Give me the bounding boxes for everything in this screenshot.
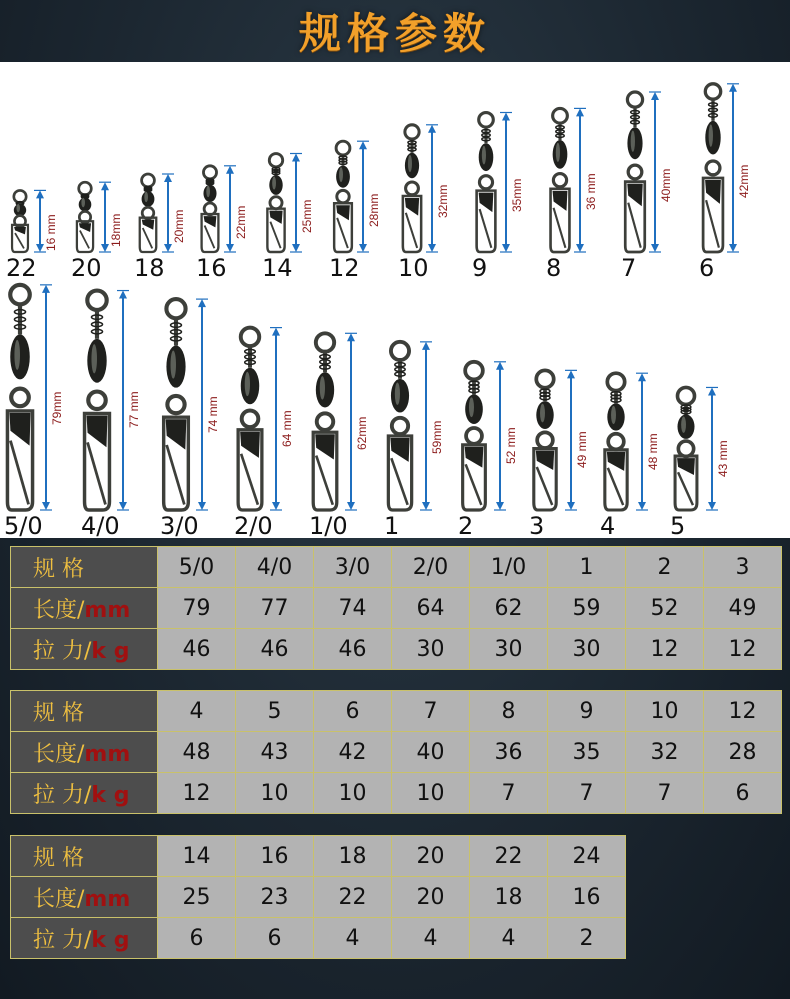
snap-wire <box>205 225 215 248</box>
table-row-force <box>11 773 782 814</box>
snap-wire <box>628 203 641 248</box>
swivel-highlight <box>171 351 176 379</box>
table-cell-length: 77 <box>236 588 314 629</box>
measurement-label: 36 mm <box>584 173 598 211</box>
row-label-force: 拉 力/k g <box>11 629 158 670</box>
row-label-spec: 规 格 <box>11 836 158 877</box>
table-cell-force: 46 <box>158 629 236 670</box>
table-cell-length: 59 <box>548 588 626 629</box>
snap-wire <box>15 233 24 248</box>
arrow-up-icon <box>729 84 737 92</box>
snap-clip <box>705 180 721 204</box>
table-cell-length: 32 <box>626 732 704 773</box>
swivel-highlight <box>339 167 343 182</box>
swivel-highlight <box>16 204 20 212</box>
table-cell-spec: 16 <box>236 836 314 877</box>
swivel-highlight <box>681 416 686 432</box>
swivel-eye <box>241 328 259 346</box>
swivel-eye <box>627 92 642 107</box>
arrow-up-icon <box>422 342 430 350</box>
swivel-eye <box>677 387 694 404</box>
swivel-ring <box>479 176 492 189</box>
arrow-up-icon <box>119 291 127 299</box>
swivel-eye <box>269 154 282 167</box>
swivel-eye <box>705 84 720 99</box>
swivel-eye <box>536 370 553 387</box>
swivel-highlight <box>206 186 210 197</box>
size-diagram-panel <box>0 62 790 538</box>
size-label: 10 <box>398 254 429 282</box>
size-label: 3/0 <box>160 512 199 540</box>
snap-wire <box>88 442 106 504</box>
table-cell-force: 30 <box>470 629 548 670</box>
table-cell-force: 30 <box>392 629 470 670</box>
arrow-down-icon <box>42 502 50 510</box>
arrow-up-icon <box>496 362 504 370</box>
table-row-force <box>11 918 626 959</box>
snap-wire <box>80 231 89 249</box>
table-cell-spec: 4/0 <box>236 547 314 588</box>
swivel-ring <box>466 428 482 444</box>
arrow-down-icon <box>729 244 737 252</box>
swivel-barrel <box>87 339 106 383</box>
table-row-length <box>11 732 782 773</box>
swivel-barrel <box>316 372 334 407</box>
arrow-down-icon <box>422 502 430 510</box>
table-cell-spec: 7 <box>392 691 470 732</box>
table-cell-spec: 5/0 <box>158 547 236 588</box>
snap-clip <box>87 415 108 447</box>
size-label: 20 <box>71 254 102 282</box>
measurement-label: 64 mm <box>280 410 294 447</box>
measurement-label: 49 mm <box>575 431 589 469</box>
measurement-label: 22mm <box>234 205 248 239</box>
swivel-eye <box>336 141 350 155</box>
snap-wire <box>554 208 566 248</box>
arrow-up-icon <box>359 141 367 149</box>
swivel-barrel <box>536 401 553 429</box>
arrow-down-icon <box>198 502 206 510</box>
swivel-barrel <box>705 121 720 155</box>
swivel-highlight <box>395 382 400 404</box>
arrow-up-icon <box>292 154 300 162</box>
measurement-label: 28mm <box>367 193 381 227</box>
table-cell-spec: 6 <box>314 691 392 732</box>
size-label: 12 <box>329 254 360 282</box>
swivel-highlight <box>408 155 412 172</box>
table-cell-spec: 3 <box>704 547 782 588</box>
swivel-barrel <box>10 334 30 379</box>
arrow-down-icon <box>272 502 280 510</box>
snap-clip <box>536 451 554 471</box>
table-cell-force: 12 <box>704 629 782 670</box>
table-cell-force: 4 <box>314 918 392 959</box>
size-label: 14 <box>262 254 293 282</box>
swivel-barrel <box>479 143 494 171</box>
swivel-ring <box>706 161 720 175</box>
snap-wire <box>167 445 185 504</box>
table-cell-length: 28 <box>704 732 782 773</box>
snap-wire <box>241 454 258 505</box>
swivel-highlight <box>556 143 560 162</box>
swivel-barrel <box>142 191 155 207</box>
swivel-eye <box>391 342 409 360</box>
table-cell-force: 10 <box>392 773 470 814</box>
snap-clip <box>240 432 260 458</box>
measurement-label: 52 mm <box>504 427 518 464</box>
swivel-eye <box>405 125 419 139</box>
table-cell-force: 12 <box>626 629 704 670</box>
arrow-down-icon <box>359 244 367 252</box>
snap-wire <box>337 218 348 248</box>
swivel-ring <box>337 190 349 202</box>
table-cell-spec: 9 <box>548 691 626 732</box>
swivel-highlight <box>611 406 616 424</box>
snap-wire <box>270 222 280 249</box>
swivel-ring <box>242 410 259 427</box>
size-label: 1/0 <box>309 512 348 540</box>
table-cell-force: 4 <box>392 918 470 959</box>
table-cell-length: 49 <box>704 588 782 629</box>
table-cell-length: 48 <box>158 732 236 773</box>
snap-wire <box>143 228 153 248</box>
snap-clip <box>315 434 335 459</box>
size-label: 3 <box>529 512 545 540</box>
swivel-ring <box>678 441 693 456</box>
table-cell-spec: 4 <box>158 691 236 732</box>
swivel-highlight <box>631 131 635 152</box>
snap-wire <box>706 200 719 247</box>
arrow-down-icon <box>567 502 575 510</box>
table-cell-spec: 22 <box>470 836 548 877</box>
measurement-label: 18mm <box>109 213 123 248</box>
table-cell-length: 23 <box>236 877 314 918</box>
table-cell-length: 16 <box>548 877 626 918</box>
arrow-down-icon <box>347 502 355 510</box>
table-cell-spec: 14 <box>158 836 236 877</box>
arrow-down-icon <box>638 502 646 510</box>
snap-wire <box>466 464 482 505</box>
swivel-ring <box>628 165 642 179</box>
swivel-ring <box>392 418 408 434</box>
table-cell-force: 7 <box>626 773 704 814</box>
arrow-up-icon <box>428 125 436 133</box>
table-cell-force: 10 <box>314 773 392 814</box>
arrow-down-icon <box>36 244 44 252</box>
size-label: 1 <box>384 512 400 540</box>
swivel-barrel <box>241 368 259 404</box>
snap-wire <box>316 456 333 505</box>
swivel-highlight <box>245 372 250 396</box>
measurement-label: 43 mm <box>716 440 730 477</box>
size-label: 4/0 <box>81 512 120 540</box>
measurement-label: 20mm <box>172 209 186 243</box>
size-label: 6 <box>699 254 715 282</box>
snap-clip <box>607 452 625 471</box>
measurement-label: 16 mm <box>44 214 58 252</box>
table-cell-spec: 12 <box>704 691 782 732</box>
table-cell-spec: 5 <box>236 691 314 732</box>
table-row-spec <box>11 836 626 877</box>
table-cell-length: 64 <box>392 588 470 629</box>
table-cell-spec: 3/0 <box>314 547 392 588</box>
table-cell-length: 52 <box>626 588 704 629</box>
swivel-barrel <box>336 166 350 188</box>
table-cell-force: 6 <box>704 773 782 814</box>
snap-wire <box>608 468 623 505</box>
snap-wire <box>678 472 693 505</box>
arrow-down-icon <box>496 502 504 510</box>
size-label: 9 <box>472 254 488 282</box>
size-label: 7 <box>621 254 637 282</box>
arrow-up-icon <box>226 166 234 174</box>
table-cell-spec: 20 <box>392 836 470 877</box>
snap-wire <box>406 213 417 248</box>
table-cell-force: 46 <box>314 629 392 670</box>
table-cell-spec: 24 <box>548 836 626 877</box>
size-label: 5/0 <box>4 512 43 540</box>
table-row-spec <box>11 691 782 732</box>
swivel-eye <box>465 362 483 380</box>
swivel-barrel <box>405 153 419 178</box>
swivel-eye <box>479 113 494 128</box>
swivel-highlight <box>320 376 325 400</box>
swivel-ring <box>406 182 419 195</box>
table-cell-force: 4 <box>470 918 548 959</box>
swivel-highlight <box>272 176 276 189</box>
snap-clip <box>9 413 30 446</box>
swivel-barrel <box>627 127 642 159</box>
table-row-length <box>11 588 782 629</box>
swivel-barrel <box>269 175 282 195</box>
swivel-highlight <box>81 198 85 207</box>
measurement-label: 77 mm <box>127 391 141 429</box>
table-cell-length: 20 <box>392 877 470 918</box>
snap-wire <box>10 441 28 505</box>
measurement-label: 79mm <box>50 392 64 426</box>
spec-table-3 <box>10 835 626 959</box>
snap-clip <box>390 438 409 462</box>
row-label-length: 长度/mm <box>11 877 158 918</box>
swivel-highlight <box>540 404 545 423</box>
arrow-up-icon <box>272 328 280 336</box>
swivel-ring <box>167 396 184 413</box>
swivel-ring <box>270 197 282 209</box>
arrow-down-icon <box>164 244 172 252</box>
size-label: 18 <box>134 254 165 282</box>
swivel-barrel <box>607 403 624 430</box>
arrow-down-icon <box>226 244 234 252</box>
swivel-barrel <box>79 198 92 212</box>
swivel-ring <box>553 174 566 187</box>
swivel-eye <box>87 291 106 310</box>
arrow-down-icon <box>651 244 659 252</box>
arrow-up-icon <box>164 174 172 182</box>
table-cell-spec: 18 <box>314 836 392 877</box>
row-label-spec: 规 格 <box>11 547 158 588</box>
table-cell-force: 10 <box>236 773 314 814</box>
arrow-up-icon <box>651 92 659 100</box>
measurement-label: 42mm <box>737 164 751 198</box>
swivel-highlight <box>91 344 97 373</box>
swivel-highlight <box>144 192 148 202</box>
table-cell-force: 7 <box>548 773 626 814</box>
swivel-barrel <box>677 414 694 439</box>
swivel-eye <box>553 108 568 123</box>
table-cell-force: 6 <box>158 918 236 959</box>
arrow-up-icon <box>502 113 510 121</box>
table-cell-length: 18 <box>470 877 548 918</box>
size-label: 5 <box>670 512 686 540</box>
spec-table-1 <box>10 546 782 670</box>
page-title: 规格参数 <box>298 9 491 58</box>
row-label-length: 长度/mm <box>11 732 158 773</box>
arrow-up-icon <box>708 387 716 395</box>
measurement-label: 40mm <box>659 168 673 202</box>
swivel-barrel <box>203 185 216 202</box>
swivel-ring <box>88 392 105 409</box>
snap-clip <box>553 191 568 211</box>
swivel-highlight <box>709 124 713 146</box>
table-cell-length: 22 <box>314 877 392 918</box>
swivel-barrel <box>166 345 185 387</box>
arrow-up-icon <box>638 373 646 381</box>
row-label-force: 拉 力/k g <box>11 918 158 959</box>
measurement-label: 74 mm <box>206 395 220 433</box>
swivel-barrel <box>553 140 568 169</box>
swivel-ring <box>608 434 624 450</box>
arrow-down-icon <box>101 244 109 252</box>
measurement-label: 59mm <box>430 420 444 454</box>
snap-clip <box>465 447 484 468</box>
table-cell-force: 12 <box>158 773 236 814</box>
snap-clip <box>677 458 695 475</box>
table-cell-length: 62 <box>470 588 548 629</box>
arrow-down-icon <box>576 244 584 252</box>
arrow-up-icon <box>198 299 206 307</box>
swivel-ring <box>317 413 334 430</box>
table-cell-length: 79 <box>158 588 236 629</box>
size-label: 8 <box>546 254 562 282</box>
swivel-ring <box>537 432 553 448</box>
table-cell-spec: 2/0 <box>392 547 470 588</box>
snap-clip <box>405 198 419 216</box>
table-cell-force: 7 <box>470 773 548 814</box>
table-cell-spec: 10 <box>626 691 704 732</box>
table-cell-spec: 1 <box>548 547 626 588</box>
snap-wire <box>480 209 492 248</box>
table-cell-spec: 1/0 <box>470 547 548 588</box>
table-cell-spec: 8 <box>470 691 548 732</box>
measurement-label: 35mm <box>510 178 524 213</box>
snap-wire <box>537 467 552 505</box>
swivel-eye <box>203 166 216 179</box>
swivel-eye <box>166 299 185 318</box>
table-row-force <box>11 629 782 670</box>
swivel-barrel <box>465 394 483 424</box>
size-label: 2 <box>458 512 474 540</box>
arrow-up-icon <box>101 182 109 190</box>
arrow-up-icon <box>36 190 44 198</box>
measurement-label: 25mm <box>300 199 314 233</box>
swivel-highlight <box>482 146 486 165</box>
measurement-label: 62mm <box>355 416 369 450</box>
table-cell-length: 36 <box>470 732 548 773</box>
snap-clip <box>479 193 494 212</box>
snap-wire <box>391 458 407 505</box>
arrow-up-icon <box>42 285 50 293</box>
arrow-down-icon <box>428 244 436 252</box>
table-cell-length: 43 <box>236 732 314 773</box>
table-cell-length: 40 <box>392 732 470 773</box>
table-cell-force: 46 <box>236 629 314 670</box>
table-cell-length: 35 <box>548 732 626 773</box>
swivel-eye <box>10 285 30 305</box>
table-cell-spec: 2 <box>626 547 704 588</box>
swivel-eye <box>607 373 624 390</box>
arrow-down-icon <box>119 502 127 510</box>
arrow-down-icon <box>292 244 300 252</box>
table-cell-force: 30 <box>548 629 626 670</box>
arrow-up-icon <box>567 370 575 378</box>
swivel-eye <box>316 333 334 351</box>
arrow-up-icon <box>347 333 355 341</box>
arrow-down-icon <box>708 502 716 510</box>
size-label: 16 <box>196 254 227 282</box>
table-cell-length: 42 <box>314 732 392 773</box>
swivel-barrel <box>391 379 409 413</box>
snap-clip <box>627 184 643 207</box>
size-label: 22 <box>6 254 37 282</box>
table-row-length <box>11 877 626 918</box>
arrow-up-icon <box>576 108 584 116</box>
row-label-length: 长度/mm <box>11 588 158 629</box>
measurement-label: 32mm <box>436 185 450 219</box>
arrow-down-icon <box>502 244 510 252</box>
swivel-ring <box>11 389 29 407</box>
table-cell-length: 74 <box>314 588 392 629</box>
row-label-force: 拉 力/k g <box>11 773 158 814</box>
swivel-eye <box>79 182 92 195</box>
row-label-spec: 规 格 <box>11 691 158 732</box>
table-cell-force: 6 <box>236 918 314 959</box>
table-cell-force: 2 <box>548 918 626 959</box>
measurement-label: 48 mm <box>646 432 660 470</box>
size-label: 4 <box>600 512 616 540</box>
size-label: 2/0 <box>234 512 273 540</box>
table-cell-length: 25 <box>158 877 236 918</box>
snap-clip <box>166 419 187 449</box>
swivel-highlight <box>469 397 474 417</box>
swivel-diagram <box>0 62 790 538</box>
swivel-highlight <box>14 340 20 370</box>
swivel-eye <box>142 174 155 187</box>
table-row-spec <box>11 547 782 588</box>
spec-table-2 <box>10 690 782 814</box>
